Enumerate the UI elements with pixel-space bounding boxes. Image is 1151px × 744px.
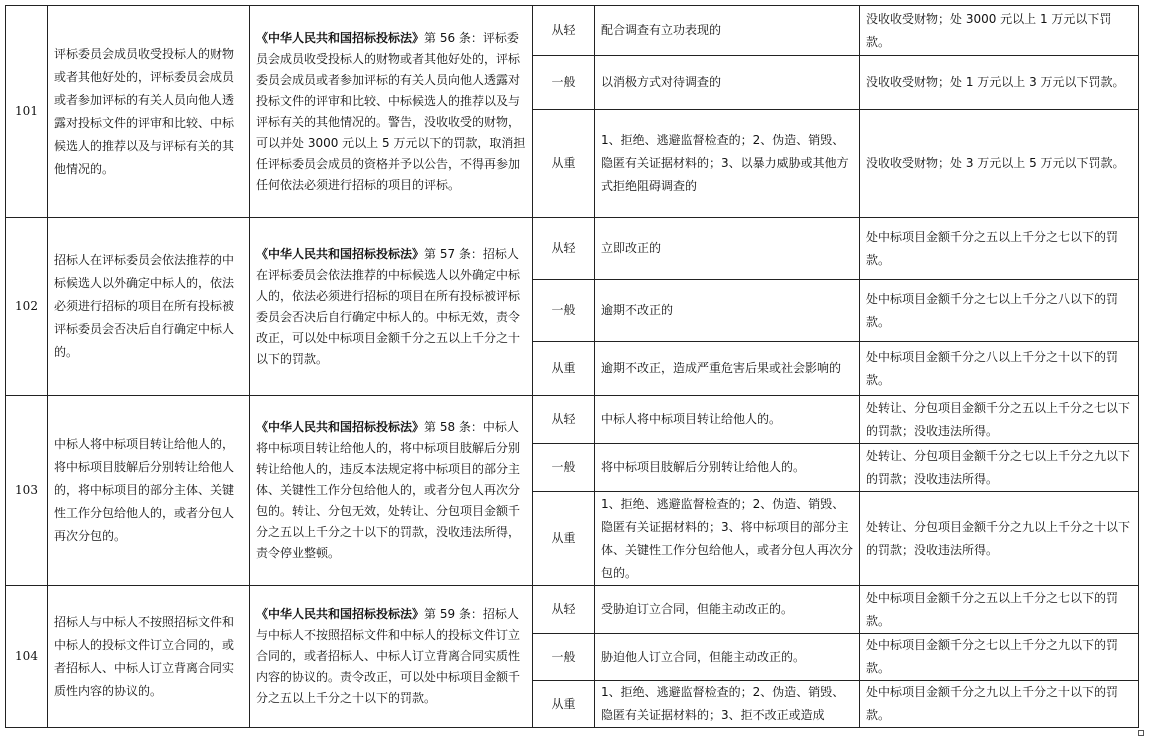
item-number: 101 — [6, 6, 48, 218]
item-number: 104 — [6, 586, 48, 728]
penalty-standard: 处转让、分包项目金额千分之五以上千分之七以下的罚款；没收违法所得。 — [860, 396, 1139, 444]
law-text: 第 58 条：中标人将中标项目转让给他人的，将中标项目肢解后分别转让给他人的，违反本法规定将中标项目的部分主体、关键性工作分包给他人的，或者分包人再次分包的。转让、分包无效，处转让、分包项目金额千分之五以上千分之十以下的罚款，没收违法所得，责令停业整顿。 — [256, 420, 521, 560]
circumstance: 中标人将中标项目转让给他人的。 — [595, 396, 860, 444]
circumstance: 以消极方式对待调查的 — [595, 56, 860, 110]
penalty-standard-table — [5, 5, 1139, 728]
violation-description: 招标人与中标人不按照招标文件和中标人的投标文件订立合同的，或者招标人、中标人订立背离合同实质性内容的协议的。 — [48, 586, 250, 728]
penalty-standard: 处中标项目金额千分之七以上千分之九以下的罚款。 — [860, 634, 1139, 681]
penalty-level: 一般 — [533, 634, 595, 681]
penalty-standard: 没收收受财物；处 1 万元以上 3 万元以下罚款。 — [860, 56, 1139, 110]
item-number: 102 — [6, 218, 48, 396]
circumstance: 1、拒绝、逃避监督检查的；2、伪造、销毁、隐匿有关证据材料的；3、以暴力威胁或其他方式拒绝阻碍调查的 — [595, 110, 860, 218]
law-text: 第 57 条：招标人在评标委员会依法推荐的中标候选人以外确定中标人的，依法必须进行招标的项目在所有投标被评标委员会否决后自行确定中标人的。中标无效，责令改正，可以处中标项目金额千分之五以上千分之十以下的罚款。 — [256, 246, 521, 366]
circumstance: 逾期不改正，造成严重危害后果或社会影响的 — [595, 342, 860, 396]
penalty-standard: 没收收受财物；处 3000 元以上 1 万元以下罚款。 — [860, 6, 1139, 56]
legal-basis — [250, 218, 533, 396]
penalty-standard: 处转让、分包项目金额千分之九以上千分之十以下的罚款；没收违法所得。 — [860, 492, 1139, 586]
penalty-level: 从重 — [533, 681, 595, 728]
circumstance: 胁迫他人订立合同，但能主动改正的。 — [595, 634, 860, 681]
penalty-level: 一般 — [533, 56, 595, 110]
violation-description: 中标人将中标项目转让给他人的，将中标项目肢解后分别转让给他人的，将中标项目的部分主体、关键性工作分包给他人的，或者分包人再次分包的。 — [48, 396, 250, 586]
legal-basis — [250, 396, 533, 586]
violation-description: 评标委员会成员收受投标人的财物或者其他好处的，评标委员会成员或者参加评标的有关人员向他人透露对投标文件的评审和比较、中标候选人的推荐以及与评标有关的其他情况的。 — [48, 6, 250, 218]
law-name: 《中华人民共和国招标投标法》 — [256, 30, 425, 45]
item-number: 103 — [6, 396, 48, 586]
circumstance: 1、拒绝、逃避监督检查的；2、伪造、销毁、隐匿有关证据材料的；3、将中标项目的部分主体、关键性工作分包给他人，或者分包人再次分包的。 — [595, 492, 860, 586]
penalty-standard: 处中标项目金额千分之七以上千分之八以下的罚款。 — [860, 280, 1139, 342]
law-name: 《中华人民共和国招标投标法》 — [256, 420, 425, 434]
law-name: 《中华人民共和国招标投标法》 — [256, 607, 425, 621]
circumstance: 受胁迫订立合同，但能主动改正的。 — [595, 586, 860, 634]
penalty-level: 从轻 — [533, 586, 595, 634]
penalty-level: 从重 — [533, 492, 595, 586]
penalty-level: 一般 — [533, 444, 595, 492]
circumstance: 逾期不改正的 — [595, 280, 860, 342]
legal-basis — [250, 6, 533, 218]
law-text: 第 56 条：评标委员会成员收受投标人的财物或者其他好处的，评标委员会成员或者参加评标的有关人员向他人透露对投标文件的评审和比较、中标候选人的推荐以及与评标有关的其他情况的。警告，没收收受的财物，可以并处 3000 元以上 5 万元以下的罚款，取消担任评标委员会成员的资格并予以公告，不得再参加任何依法必须进行招标的项目的评标。 — [256, 30, 526, 192]
penalty-level: 从轻 — [533, 6, 595, 56]
table-row — [6, 586, 1139, 634]
violation-description: 招标人在评标委员会依法推荐的中标候选人以外确定中标人的，依法必须进行招标的项目在所有投标被评标委员会否决后自行确定中标人的。 — [48, 218, 250, 396]
paragraph-end-mark — [1138, 730, 1144, 736]
penalty-standard: 处中标项目金额千分之九以上千分之十以下的罚款。 — [860, 681, 1139, 728]
penalty-level: 从重 — [533, 342, 595, 396]
law-text: 第 59 条：招标人与中标人不按照招标文件和中标人的投标文件订立合同的，或者招标人、中标人订立背离合同实质性内容的协议的。责令改正，可以处中标项目金额千分之五以上千分之十以下的罚款。 — [256, 607, 521, 705]
circumstance: 立即改正的 — [595, 218, 860, 280]
circumstance: 1、拒绝、逃避监督检查的；2、伪造、销毁、隐匿有关证据材料的；3、拒不改正或造成 — [595, 681, 860, 728]
legal-basis — [250, 586, 533, 728]
circumstance: 配合调查有立功表现的 — [595, 6, 860, 56]
penalty-standard: 处中标项目金额千分之五以上千分之七以下的罚款。 — [860, 586, 1139, 634]
circumstance: 将中标项目肢解后分别转让给他人的。 — [595, 444, 860, 492]
penalty-level: 一般 — [533, 280, 595, 342]
law-name: 《中华人民共和国招标投标法》 — [256, 246, 425, 261]
penalty-level: 从重 — [533, 110, 595, 218]
penalty-standard: 处中标项目金额千分之八以上千分之十以下的罚款。 — [860, 342, 1139, 396]
penalty-standard: 处中标项目金额千分之五以上千分之七以下的罚款。 — [860, 218, 1139, 280]
table-row — [6, 6, 1139, 56]
table-row — [6, 218, 1139, 280]
penalty-level: 从轻 — [533, 218, 595, 280]
penalty-standard: 没收收受财物；处 3 万元以上 5 万元以下罚款。 — [860, 110, 1139, 218]
penalty-standard: 处转让、分包项目金额千分之七以上千分之九以下的罚款；没收违法所得。 — [860, 444, 1139, 492]
table-row — [6, 396, 1139, 444]
penalty-level: 从轻 — [533, 396, 595, 444]
